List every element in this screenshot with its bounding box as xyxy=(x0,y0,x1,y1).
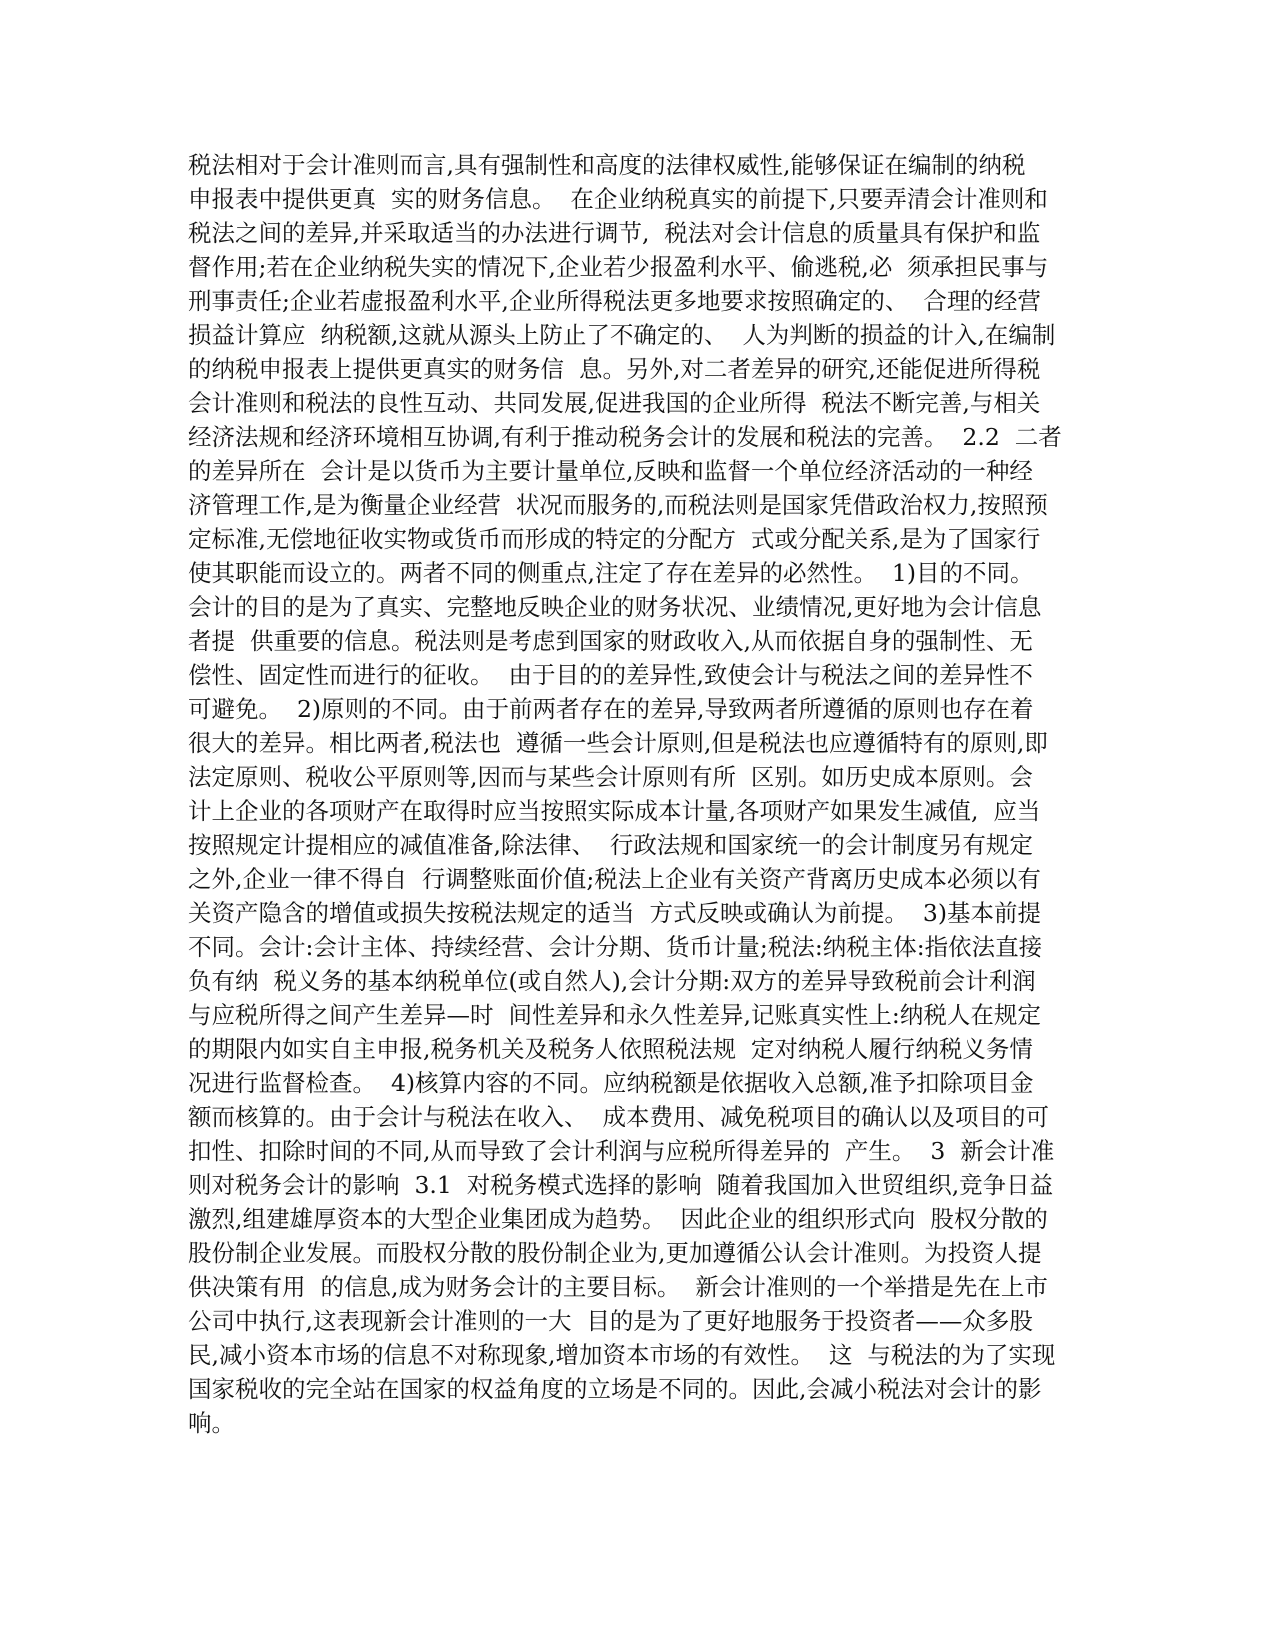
text-line: 申报表中提供更真 实的财务信息。 在企业纳税真实的前提下,只要弄清会计准则和 xyxy=(188,185,1048,213)
text-line: 按照规定计提相应的减值准备,除法律、 行政法规和国家统一的会计制度另有规定 xyxy=(188,831,1033,859)
text-line: 不同。会计:会计主体、持续经营、会计分期、货币计量;税法:纳税主体:指依法直接 xyxy=(188,933,1043,961)
text-line: 者提 供重要的信息。税法则是考虑到国家的财政收入,从而依据自身的强制性、无 xyxy=(188,627,1033,655)
text-line: 的期限内如实自主申报,税务机关及税务人依照税法规 定对纳税人履行纳税义务情 xyxy=(188,1035,1033,1063)
text-line: 刑事责任;企业若虚报盈利水平,企业所得税法更多地要求按照确定的、 合理的经营 xyxy=(188,287,1041,315)
text-line: 的纳税申报表上提供更真实的财务信 息。另外,对二者差异的研究,还能促进所得税 xyxy=(188,355,1041,383)
text-line: 股份制企业发展。而股权分散的股份制企业为,更加遵循公认会计准则。为投资人提 xyxy=(188,1239,1042,1267)
text-line: 之外,企业一律不得自 行调整账面价值;税法上企业有关资产背离历史成本必须以有 xyxy=(188,865,1041,893)
text-line: 况进行监督检查。 4)核算内容的不同。应纳税额是依据收入总额,准予扣除项目金 xyxy=(188,1069,1034,1097)
text-line: 经济法规和经济环境相互协调,有利于推动税务会计的发展和税法的完善。 2.2 二者 xyxy=(188,423,1062,451)
body-text xyxy=(188,148,1088,1440)
text-line: 的差异所在 会计是以货币为主要计量单位,反映和监督一个单位经济活动的一种经 xyxy=(188,457,1033,485)
text-line: 偿性、固定性而进行的征收。 由于目的的差异性,致使会计与税法之间的差异性不 xyxy=(188,661,1033,689)
text-line: 损益计算应 纳税额,这就从源头上防止了不确定的、 人为判断的损益的计入,在编制 xyxy=(188,321,1056,349)
text-line: 税法之间的差异,并采取适当的办法进行调节, 税法对会计信息的质量具有保护和监 xyxy=(188,219,1041,247)
text-line: 督作用;若在企业纳税失实的情况下,企业若少报盈利水平、偷逃税,必 须承担民事与 xyxy=(188,253,1049,281)
text-line: 计上企业的各项财产在取得时应当按照实际成本计量,各项财产如果发生减值, 应当 xyxy=(188,797,1041,825)
text-line: 税法相对于会计准则而言,具有强制性和高度的法律权威性,能够保证在编制的纳税 xyxy=(188,151,1026,179)
text-line: 与应税所得之间产生差异—时 间性差异和永久性差异,记账真实性上:纳税人在规定 xyxy=(188,1001,1041,1029)
text-line: 法定原则、税收公平原则等,因而与某些会计原则有所 区别。如历史成本原则。会 xyxy=(188,763,1033,791)
text-line: 关资产隐含的增值或损失按税法规定的适当 方式反映或确认为前提。 3)基本前提 xyxy=(188,899,1041,927)
text-line: 响。 xyxy=(188,1409,235,1437)
text-line: 民,减小资本市场的信息不对称现象,增加资本市场的有效性。 这 与税法的为了实现 xyxy=(188,1341,1056,1369)
text-line: 会计的目的是为了真实、完整地反映企业的财务状况、业绩情况,更好地为会计信息 xyxy=(188,593,1042,621)
text-line: 使其职能而设立的。两者不同的侧重点,注定了存在差异的必然性。 1)目的不同。 xyxy=(188,559,1034,587)
text-line: 国家税收的完全站在国家的权益角度的立场是不同的。因此,会减小税法对会计的影 xyxy=(188,1375,1042,1403)
text-line: 扣性、扣除时间的不同,从而导致了会计利润与应税所得差异的 产生。 3 新会计准 xyxy=(188,1137,1055,1165)
text-line: 很大的差异。相比两者,税法也 遵循一些会计原则,但是税法也应遵循特有的原则,即 xyxy=(188,729,1048,757)
text-line: 济管理工作,是为衡量企业经营 状况而服务的,而税法则是国家凭借政治权力,按照预 xyxy=(188,491,1048,519)
text-line: 额而核算的。由于会计与税法在收入、 成本费用、减免税项目的确认以及项目的可 xyxy=(188,1103,1049,1131)
text-line: 负有纳 税义务的基本纳税单位(或自然人),会计分期:双方的差异导致税前会计利润 xyxy=(188,967,1036,995)
text-line: 则对税务会计的影响 3.1 对税务模式选择的影响 随着我国加入世贸组织,竞争日益 xyxy=(188,1171,1054,1199)
text-line: 公司中执行,这表现新会计准则的一大 目的是为了更好地服务于投资者——众多股 xyxy=(188,1307,1033,1335)
text-line: 可避免。 2)原则的不同。由于前两者存在的差异,导致两者所遵循的原则也存在着 xyxy=(188,695,1034,723)
text-line: 会计准则和税法的良性互动、共同发展,促进我国的企业所得 税法不断完善,与相关 xyxy=(188,389,1041,417)
text-line: 供决策有用 的信息,成为财务会计的主要目标。 新会计准则的一个举措是先在上市 xyxy=(188,1273,1048,1301)
text-line: 激烈,组建雄厚资本的大型企业集团成为趋势。 因此企业的组织形式向 股权分散的 xyxy=(188,1205,1048,1233)
text-line: 定标准,无偿地征收实物或货币而形成的特定的分配方 式或分配关系,是为了国家行 xyxy=(188,525,1041,553)
